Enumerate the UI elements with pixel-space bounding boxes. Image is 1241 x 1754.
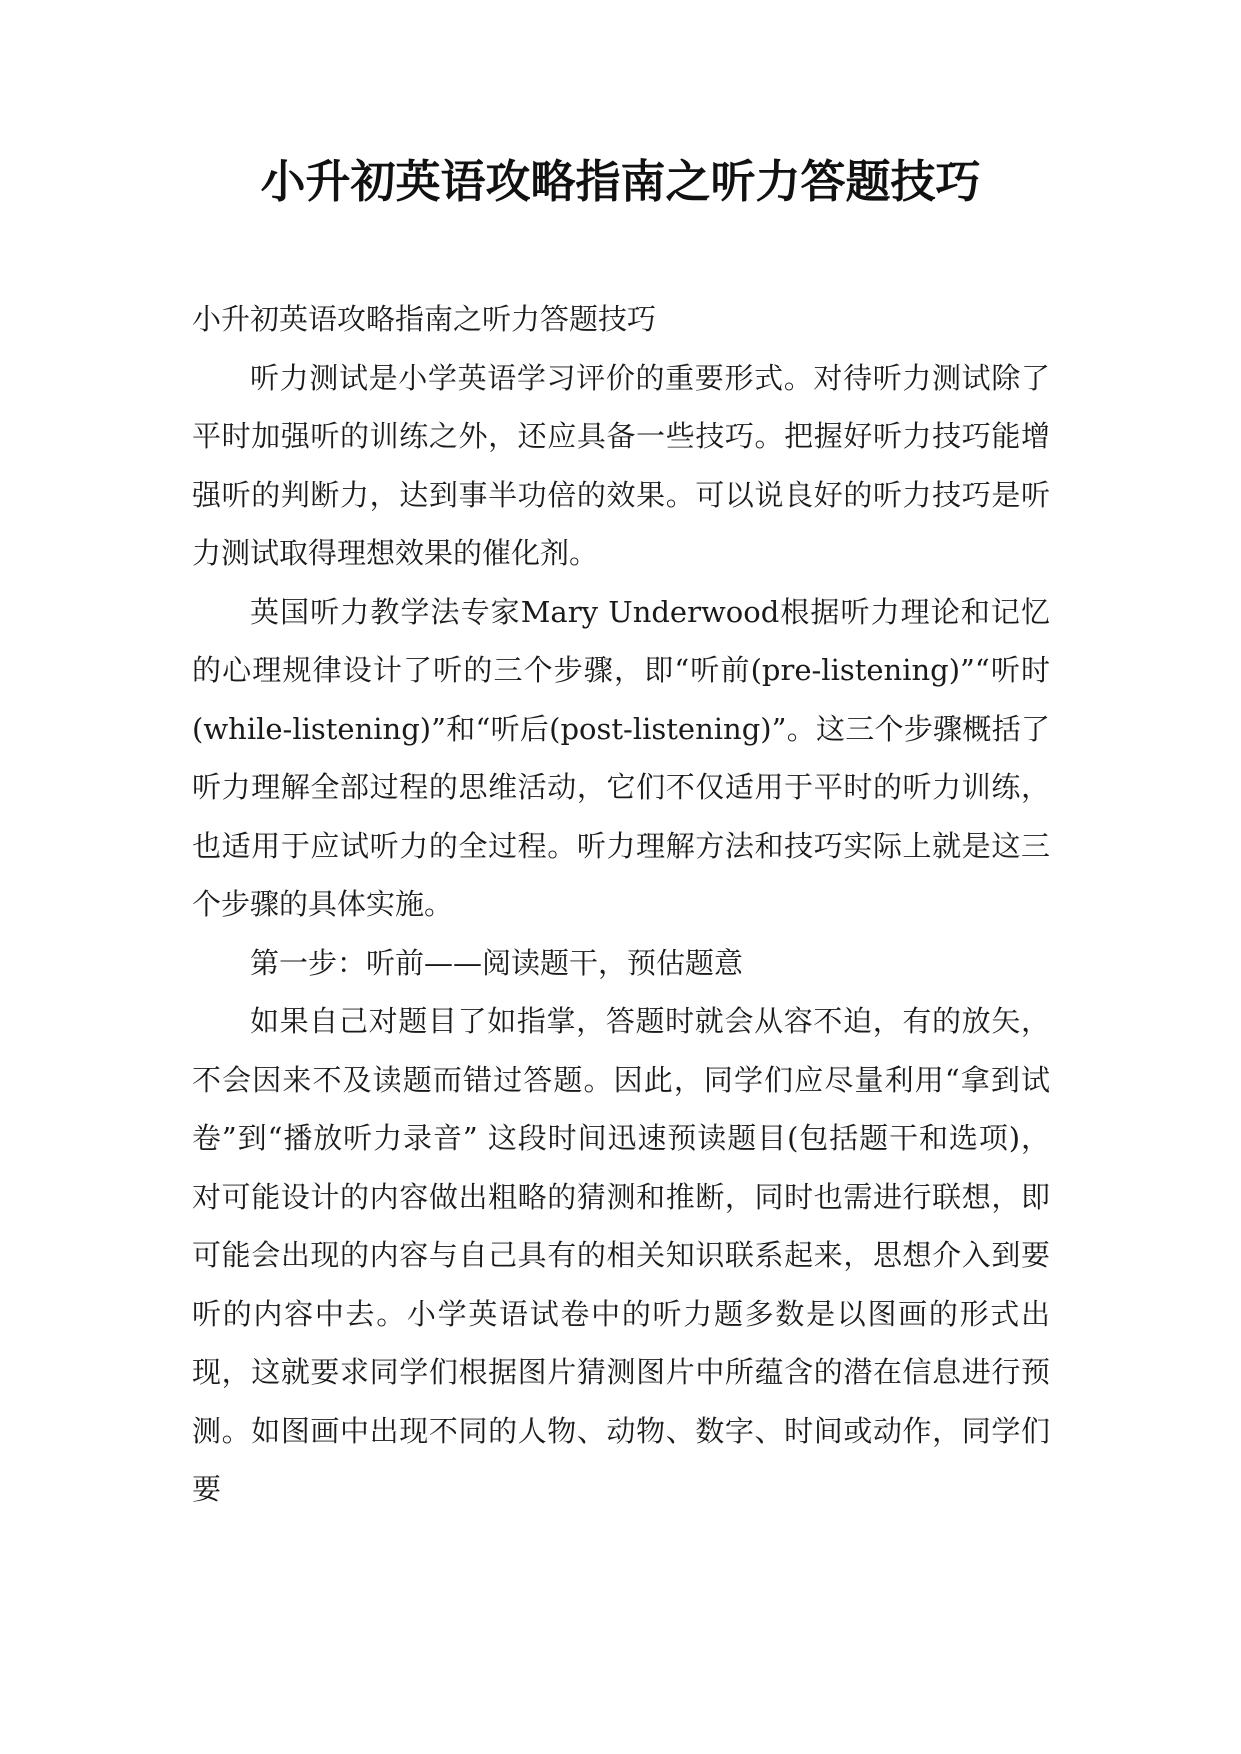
step-one-paragraph: 如果自己对题目了如指掌，答题时就会从容不迫，有的放矢，不会因来不及读题而错过答题。因此，同学们应尽量利用“拿到试卷”到“播放听力录音” 这段时间迅速预读题目(包括题干和选项)，对可能设计的内容做出粗略的猜测和推断，同时也需进行联想，即可能会出现的内容与自己具有的相关知识联系起来，思想介入到要听的内容中去。小学英语试卷中的听力题多数是以图画的形式出现，这就要求同学们根据图片猜测图片中所蕴含的潜在信息进行预测。如图画中出现不同的人物、动物、数字、时间或动作，同学们要 [192,1004,1050,1506]
subtitle-paragraph: 小升初英语攻略指南之听力答题技巧 [192,302,657,336]
intro-paragraph: 听力测试是小学英语学习评价的重要形式。对待听力测试除了平时加强听的训练之外，还应具备一些技巧。把握好听力技巧能增强听的判断力，达到事半功倍的效果。可以说良好的听力技巧是听力测试取得理想效果的催化剂。 [192,360,1050,570]
step-one-heading: 第一步：听前——阅读题干，预估题意 [250,945,744,980]
three-steps-paragraph: 英国听力教学法专家Mary Underwood根据听力理论和记忆的心理规律设计了听的三个步骤，即“听前(pre-listening)”“听时 (while-listening)”和“听后(post-listening)”。这三个步骤概括了听力理解全部过程的思维活动，它们不仅适用于平时的听力训练，也适用于应试听力的全过程。听力理解方法和技巧实际上就是这三个步骤的具体实施。 [192,594,1050,921]
document-body [192,290,1050,1519]
document-title: 小升初英语攻略指南之听力答题技巧 [260,155,981,208]
